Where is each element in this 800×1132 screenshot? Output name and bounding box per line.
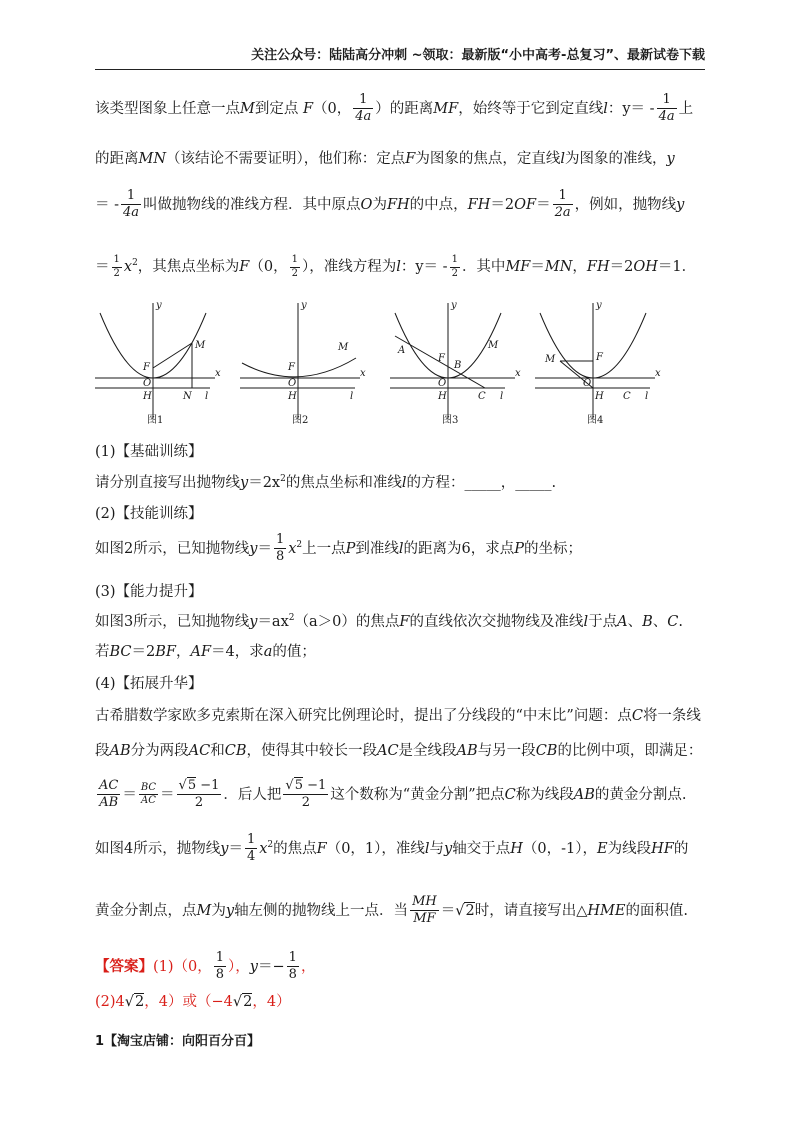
label-h: H bbox=[438, 391, 447, 402]
text: ＝4，求 bbox=[211, 644, 264, 660]
figures-svg bbox=[95, 298, 695, 433]
var-x: x bbox=[123, 259, 133, 275]
var-y: y bbox=[666, 151, 675, 167]
q3-body-2 bbox=[95, 640, 316, 661]
var-c: C bbox=[667, 614, 679, 630]
var-ab: AB bbox=[456, 743, 478, 759]
q1-body: 请分别直接写出抛物线$y=2x^2$的焦点坐标和准线l的方程：_____，_____. bbox=[95, 474, 557, 491]
frac-num: MH bbox=[410, 894, 439, 911]
text: 到准线 bbox=[355, 540, 399, 557]
label-m: M bbox=[545, 354, 556, 365]
fraction bbox=[657, 92, 677, 126]
text: ）， bbox=[228, 958, 250, 975]
text: 黄金分割点，点 bbox=[95, 902, 197, 919]
var-l: l bbox=[396, 259, 401, 275]
q4-body-5: 黄金分割点，点M为y轴左侧的抛物线上一点．当 $\frac{MH}{MF}$ ＝√2时，请直接写出△HME的面积值. bbox=[95, 894, 689, 927]
text: 上 bbox=[678, 100, 694, 117]
frac-den: AC bbox=[141, 795, 156, 807]
text: 是全线段 bbox=[398, 743, 457, 759]
var-hf: HF bbox=[651, 840, 674, 857]
text: (2)4 bbox=[95, 994, 125, 1010]
text: ），准线方程为 bbox=[301, 259, 397, 275]
frac-num: 1 bbox=[214, 950, 226, 967]
text: 为图象的焦点，定直线 bbox=[415, 151, 561, 167]
q4-body-4: 如图4所示，抛物线y＝ $\frac{1}{4}$ $x^2$的焦点F（0，1），准线l与y轴交于点H（0，-1），E为线段HF的 bbox=[95, 832, 689, 865]
frac-num: 1 bbox=[290, 254, 300, 268]
page-footer bbox=[95, 1030, 260, 1049]
figure-2 bbox=[240, 300, 366, 426]
figure-1 bbox=[95, 300, 221, 426]
text: （0，1），准线 bbox=[326, 840, 425, 857]
label-o: O bbox=[288, 378, 297, 389]
var-l: l bbox=[424, 840, 430, 857]
var-cb: CB bbox=[535, 743, 558, 759]
text: 古希腊数学家欧多克索斯在深入研究比例理论时，提出了分线段的“中末比”问题：点 bbox=[95, 708, 632, 724]
text: 的黄金分割点. bbox=[594, 786, 687, 803]
fraction bbox=[450, 254, 460, 280]
text: 该类型图象上任意一点 bbox=[95, 100, 240, 117]
text: ， bbox=[175, 644, 191, 660]
text: ＝ bbox=[440, 902, 456, 919]
label-y: y bbox=[156, 300, 162, 311]
label-x: x bbox=[655, 368, 661, 379]
text: 与 bbox=[429, 840, 445, 857]
q2-title: (2)【技能训练】 bbox=[95, 506, 203, 522]
q3-body-1: 如图3所示，已知抛物线$y=ax^2(a>0)$的焦点F的直线依次交抛物线及准线l于点A、B、C. bbox=[95, 613, 683, 630]
q1-title: (1)【基础训练】 bbox=[95, 444, 203, 460]
var-y: y bbox=[225, 902, 235, 919]
q4-body-1 bbox=[95, 704, 701, 725]
frac-den: 4a bbox=[123, 205, 140, 221]
text: 的值； bbox=[272, 644, 316, 660]
frac-num-rest: −1 bbox=[196, 778, 220, 793]
text: （0，-1）， bbox=[522, 840, 598, 857]
var-l: l bbox=[401, 475, 407, 491]
text: ＝− bbox=[258, 958, 285, 975]
text: （该结论不需要证明），他们称：定点 bbox=[166, 151, 406, 167]
text: 的焦点 bbox=[273, 840, 317, 857]
var-mn: MN bbox=[544, 259, 573, 275]
text: ， bbox=[300, 958, 316, 975]
var-l: l bbox=[398, 540, 404, 557]
frac-num: 1 bbox=[553, 188, 573, 205]
text: ＝ bbox=[530, 259, 545, 275]
var-c: C bbox=[504, 786, 516, 803]
figure-label-1: 图1 bbox=[147, 415, 164, 426]
text: ＝2x bbox=[248, 475, 281, 491]
var-y: y bbox=[444, 840, 453, 857]
fraction bbox=[121, 188, 141, 222]
var-a: A bbox=[617, 614, 628, 630]
var-f: F bbox=[316, 840, 327, 857]
text: 到定点 bbox=[254, 100, 299, 117]
parabola bbox=[242, 358, 356, 377]
frac-num: 1 bbox=[287, 950, 299, 967]
var-hme: HME bbox=[587, 902, 626, 919]
answer-line-1 bbox=[95, 950, 315, 984]
text: ：y＝ - bbox=[400, 259, 448, 275]
text: 分为两段 bbox=[130, 743, 189, 759]
var-of: OF bbox=[514, 196, 537, 213]
text: ＝2 bbox=[131, 644, 156, 660]
var-p: P bbox=[514, 540, 525, 557]
text: 的距离为6，求点 bbox=[403, 540, 515, 557]
footer-text: 1【淘宝店铺：向阳百分百】 bbox=[95, 1034, 261, 1049]
var-cb: CB bbox=[224, 743, 247, 759]
var-h: H bbox=[510, 840, 523, 857]
text: 称为线段 bbox=[515, 786, 574, 803]
text: 为线段 bbox=[607, 840, 652, 857]
text: 将一条线 bbox=[642, 708, 701, 724]
text: 和 bbox=[210, 743, 225, 759]
text: （a＞0）的焦点 bbox=[294, 614, 400, 630]
var-l: l bbox=[560, 151, 565, 167]
text: 、 bbox=[652, 614, 668, 630]
var-o: O bbox=[360, 196, 373, 213]
text: ，4） bbox=[252, 994, 291, 1010]
text: 上一点 bbox=[302, 540, 346, 557]
label-y: y bbox=[301, 300, 307, 311]
label-x: x bbox=[360, 368, 366, 379]
fraction bbox=[410, 894, 439, 928]
figure-label-2: 图2 bbox=[292, 415, 309, 426]
text: 这个数称为“黄金分割”把点 bbox=[330, 786, 505, 803]
frac-den: 4a bbox=[658, 109, 675, 125]
frac-num: 1 bbox=[450, 254, 460, 268]
var-f: F bbox=[302, 100, 314, 117]
var-m: M bbox=[240, 100, 255, 117]
var-y: y bbox=[220, 840, 229, 857]
var-m: M bbox=[196, 902, 212, 919]
q4-body-2 bbox=[95, 739, 702, 760]
radicand: 2 bbox=[465, 902, 475, 919]
figure-label-4: 图4 bbox=[587, 415, 604, 426]
text: . bbox=[678, 614, 683, 630]
radicand: 5 bbox=[294, 778, 303, 793]
label-y: y bbox=[451, 300, 457, 311]
label-c: C bbox=[623, 391, 631, 402]
frac-den: 2 bbox=[301, 795, 310, 811]
label-m: M bbox=[338, 342, 349, 353]
label-a: A bbox=[398, 345, 406, 356]
frac-den: 2a bbox=[554, 205, 571, 221]
figure-3 bbox=[390, 300, 521, 426]
segment-mf bbox=[153, 343, 192, 368]
frac-num: AC bbox=[97, 778, 120, 795]
text: 段 bbox=[95, 743, 110, 759]
frac-den: 8 bbox=[275, 549, 285, 565]
var-ac: AC bbox=[188, 743, 211, 759]
text: 为 bbox=[211, 902, 226, 919]
frac-den: 2 bbox=[291, 267, 298, 279]
header-text: 关注公众号：陆陆高分冲刺 ~领取：最新版“小中高考-总复习”、最新试卷下载 bbox=[251, 48, 705, 63]
var-l: l bbox=[583, 614, 589, 630]
text: ＝ bbox=[257, 540, 272, 557]
text: ＝ax bbox=[257, 614, 289, 630]
label-y: y bbox=[596, 300, 602, 311]
fraction bbox=[245, 832, 257, 866]
page-header bbox=[95, 44, 705, 70]
var-x: x bbox=[288, 540, 297, 557]
intro-line-1 bbox=[95, 92, 693, 126]
q4-title: (4)【拓展升华】 bbox=[95, 676, 203, 692]
intro-line-2 bbox=[95, 147, 675, 168]
frac-num: 1 bbox=[657, 92, 677, 109]
frac-num: 1 bbox=[112, 254, 122, 268]
text: 叫做抛物线的准线方程．其中原点 bbox=[143, 196, 361, 213]
var-oh: OH bbox=[633, 259, 658, 275]
label-l: l bbox=[645, 391, 649, 402]
q2-body: 如图2所示，已知抛物线y＝ $\frac{1}{8}$ $x^2$上一点P到准线l的距离为6，求点P的坐标； bbox=[95, 532, 583, 565]
text: 于点 bbox=[588, 614, 618, 630]
fraction bbox=[290, 254, 300, 280]
var-l: l bbox=[603, 100, 608, 117]
text: 请分别直接写出抛物线 bbox=[95, 475, 240, 491]
label-f: F bbox=[438, 353, 445, 364]
radicand: 2 bbox=[135, 994, 145, 1010]
answer-label: 【答案】 bbox=[95, 957, 153, 975]
label-o: O bbox=[438, 378, 447, 389]
frac-den: 8 bbox=[215, 967, 225, 983]
text: 如图4所示，抛物线 bbox=[95, 840, 221, 857]
frac-den: AB bbox=[99, 795, 119, 811]
text: 的直线依次交抛物线及准线 bbox=[409, 614, 584, 630]
var-f: F bbox=[399, 614, 410, 630]
fraction bbox=[214, 950, 226, 984]
frac-num: 1 bbox=[274, 532, 286, 549]
q3-title: (3)【能力提升】 bbox=[95, 584, 203, 600]
var-af: AF bbox=[190, 644, 212, 660]
text: ．后人把 bbox=[223, 786, 282, 803]
label-h: H bbox=[288, 391, 297, 402]
text: 时，请直接写出△ bbox=[474, 902, 588, 919]
text: (1)（0， bbox=[153, 958, 212, 975]
label-l: l bbox=[205, 391, 209, 402]
frac-den: 4 bbox=[246, 849, 256, 865]
text: ．其中 bbox=[461, 259, 506, 275]
text: ， bbox=[572, 259, 587, 275]
var-ac: AC bbox=[376, 743, 399, 759]
radicand: 5 bbox=[187, 778, 197, 793]
text: ，例如，抛物线 bbox=[574, 196, 677, 213]
var-bc: BC bbox=[109, 644, 132, 660]
text: 的坐标； bbox=[524, 540, 583, 557]
text: 如图3所示，已知抛物线 bbox=[95, 614, 250, 630]
label-f: F bbox=[596, 352, 603, 363]
text: ＝2 bbox=[490, 196, 515, 213]
var-fh: FH bbox=[467, 196, 491, 213]
text: ＝ bbox=[122, 786, 137, 803]
text: 为 bbox=[372, 196, 387, 213]
text: ）的距离 bbox=[375, 100, 434, 117]
text: 的中点， bbox=[409, 196, 468, 213]
fraction: $\frac{√5 -1}{2}$ bbox=[285, 778, 327, 811]
var-b: B bbox=[642, 614, 653, 630]
var-ab: AB bbox=[109, 743, 131, 759]
var-fh: FH bbox=[386, 196, 410, 213]
frac-den: 2 bbox=[194, 795, 204, 811]
text: 的 bbox=[673, 840, 689, 857]
fraction bbox=[97, 778, 120, 812]
frac-den: MF bbox=[413, 911, 436, 927]
frac-den: 2 bbox=[451, 267, 458, 279]
var-y: y bbox=[676, 196, 685, 213]
text: ，其焦点坐标为 bbox=[137, 259, 240, 275]
radicand: 2 bbox=[243, 994, 253, 1010]
text: ，始终等于它到定直线 bbox=[458, 100, 604, 117]
text: ＝1． bbox=[657, 259, 697, 275]
q4-body-3 bbox=[95, 778, 686, 812]
var-a: a bbox=[263, 644, 273, 660]
label-o: O bbox=[583, 378, 592, 389]
var-f: F bbox=[405, 151, 416, 167]
text: ＝2 bbox=[609, 259, 634, 275]
var-y: y bbox=[249, 614, 258, 630]
text: 如图2所示，已知抛物线 bbox=[95, 540, 250, 557]
label-m: M bbox=[195, 340, 206, 351]
label-x: x bbox=[215, 368, 221, 379]
text: 、 bbox=[627, 614, 643, 630]
text: 为图象的准线， bbox=[565, 151, 667, 167]
frac-num-rest: −1 bbox=[302, 778, 327, 793]
var-f: F bbox=[239, 259, 250, 275]
frac-den: 4a bbox=[355, 109, 372, 125]
figure-4 bbox=[535, 300, 661, 426]
var-bf: BF bbox=[155, 644, 176, 660]
label-l: l bbox=[500, 391, 504, 402]
label-f: F bbox=[288, 362, 295, 373]
var-c: C bbox=[631, 708, 643, 724]
text: 轴交于点 bbox=[452, 840, 511, 857]
intro-line-4: ＝ $\frac{1}{2}$ $x^2$，其焦点坐标为F（0， $\frac{1}{2}$ ），准线方程为l：y＝ - $\frac{1}{2}$ ．其中MF＝MN，FH＝2OH＝1． bbox=[95, 254, 697, 279]
fraction bbox=[274, 532, 286, 566]
var-y: y bbox=[240, 475, 249, 491]
fraction bbox=[353, 92, 373, 126]
label-n: N bbox=[183, 391, 192, 402]
text: ＝ - bbox=[95, 196, 120, 213]
text: 的比例中项，即满足： bbox=[557, 743, 703, 759]
label-l: l bbox=[350, 391, 354, 402]
var-y: y bbox=[249, 958, 258, 975]
label-b: B bbox=[454, 360, 462, 371]
var-e: E bbox=[597, 840, 608, 857]
text: （0， bbox=[313, 100, 352, 117]
var-mn: MN bbox=[138, 151, 167, 167]
text: ＝ bbox=[95, 259, 110, 275]
var-mf: MF bbox=[433, 100, 459, 117]
fraction bbox=[112, 254, 122, 280]
var-fh: FH bbox=[586, 259, 610, 275]
var-y: y bbox=[249, 540, 258, 557]
frac-num: 1 bbox=[245, 832, 257, 849]
fraction bbox=[139, 782, 158, 808]
frac-den: 8 bbox=[288, 967, 297, 983]
text: 的距离 bbox=[95, 151, 139, 167]
var-x: x bbox=[259, 840, 268, 857]
text: 的面积值. bbox=[625, 902, 689, 919]
var-ab: AB bbox=[573, 786, 595, 803]
answer-line-2: (2)4√2，4）或（−4√2，4） bbox=[95, 994, 291, 1010]
text: ，4）或（−4 bbox=[144, 994, 233, 1010]
label-o: O bbox=[143, 378, 152, 389]
text: 的方程：_____，_____. bbox=[406, 475, 557, 491]
var-p: P bbox=[345, 540, 356, 557]
figures-row bbox=[95, 298, 695, 437]
fraction: $\frac{√5 -1}{2}$ bbox=[178, 778, 220, 811]
text: 的焦点坐标和准线 bbox=[285, 475, 402, 491]
text: （0， bbox=[249, 259, 288, 275]
label-f: F bbox=[143, 362, 150, 373]
frac-num: 1 bbox=[353, 92, 373, 109]
label-h: H bbox=[143, 391, 152, 402]
intro-line-3 bbox=[95, 188, 684, 222]
text: ＝ bbox=[228, 840, 243, 857]
text: ，使得其中较长一段 bbox=[246, 743, 377, 759]
frac-num: 1 bbox=[121, 188, 141, 205]
text: 轴左侧的抛物线上一点．当 bbox=[234, 902, 409, 919]
var-mf: MF bbox=[505, 259, 531, 275]
label-h: H bbox=[595, 391, 604, 402]
text: ＝ bbox=[160, 786, 175, 803]
figure-label-3: 图3 bbox=[442, 415, 459, 426]
label-x: x bbox=[515, 368, 521, 379]
frac-den: 2 bbox=[113, 267, 120, 279]
text: 与另一段 bbox=[477, 743, 536, 759]
text: ＝ bbox=[536, 196, 551, 213]
fraction bbox=[553, 188, 573, 222]
text: 若 bbox=[95, 644, 110, 660]
text: ：y＝ - bbox=[607, 100, 655, 117]
frac-num: BC bbox=[139, 782, 158, 796]
fraction bbox=[287, 950, 299, 984]
label-m: M bbox=[488, 340, 499, 351]
label-c: C bbox=[478, 391, 486, 402]
